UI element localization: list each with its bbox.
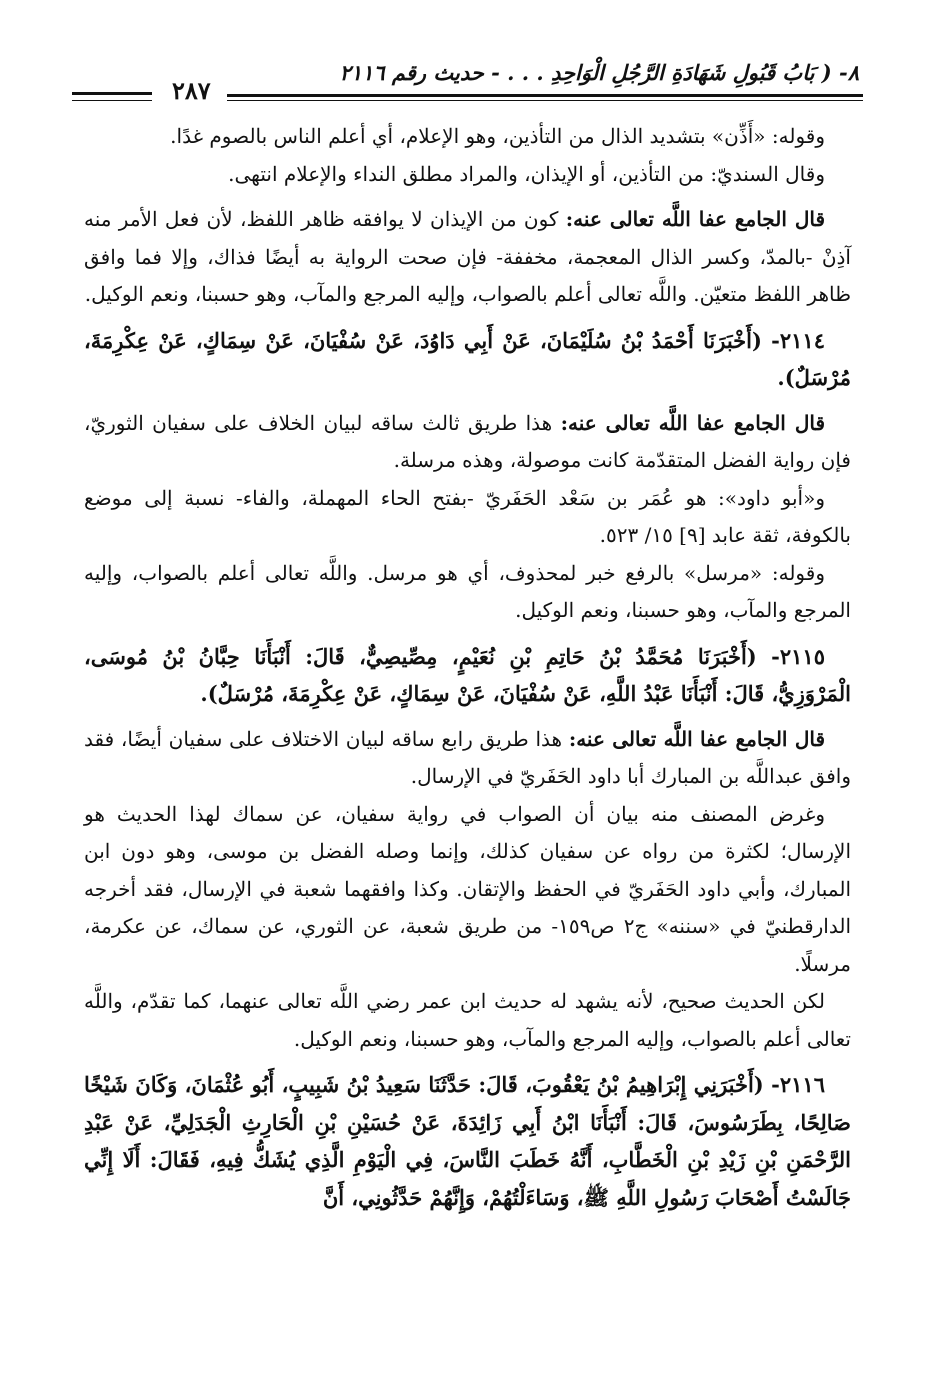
hadith-paragraph [84,322,851,397]
paragraph-text: كون من الإيذان لا يوافقه ظاهر اللفظ، لأن فعل الأمر منه آذِنْ -بالمدّ، وكسر الذال المعجمة، مخففة- فإن صحت الرواية به أيضًا فذاك، وإلا فما وافق ظاهر اللفظ متعيّن. واللَّه تعالى أعلم بالصواب، وإليه المرجع والمآب، وهو حسبنا، ونعم الوكيل. [84,207,851,306]
body-paragraph [84,796,851,984]
header-rule-thick [227,94,863,97]
body-paragraph [84,555,851,630]
paragraph-text: وغرض المصنف منه بيان أن الصواب في رواية سفيان، عن سماك لهذا الحديث هو الإرسال؛ لكثرة من رواه عن سفيان كذلك، وإنما وصله الفضل بن موسى، وهو دون ابن المبارك، وأبي داود الحَفَريّ في الحفظ والإتقان. وكذا وافقهما شعبة في الإرسال، فقد أخرجه الدارقطنيّ في «سننه» ج٢ ص١٥٩- من طريق شعبة، عن الثوري، عن سماك، عن عكرمة، مرسلًا. [84,801,852,976]
speaker-label: قال الجامع عفا اللَّه تعالى عنه: [568,726,825,751]
paragraph-text: وقوله: «أَذِّن» بتشديد الذال من التأذين، وهو الإعلام، أي أعلم الناس بالصوم غدًا. [170,124,825,148]
paragraph-text: ٢١١٤- (أَخْبَرَنَا أَحْمَدُ بْنُ سُلَيْمَانَ، عَنْ أَبِي دَاوُدَ، عَنْ سُفْيَانَ، عَنْ سِمَاكٍ، عَنْ عِكْرِمَةَ، مُرْسَلٌ). [84,327,851,390]
body-paragraph [84,405,851,480]
header-rule-thin [227,100,863,101]
speaker-label: قال الجامع عفا اللَّه تعالى عنه: [565,207,826,231]
paragraph-text: ٢١١٦- (أَخْبَرَنِي إِبْرَاهِيمُ بْنُ يَعْقُوبَ، قَالَ: حَدَّثَنَا سَعِيدُ بْنُ شَبِيبٍ، أَبُو عُثْمَانَ، وَكَانَ شَيْخًا صَالِحًا، بِطَرَسُوسَ، قَالَ: أَنْبَأَنَا ابْنُ أَبِي زَائِدَةَ، عَنْ حُسَيْنِ بْنِ الْحَارِثِ الْجَدَلِيِّ، عَنْ عَبْدِ الرَّحْمَنِ بْنِ زَيْدِ بْنِ الْخَطَّابِ، أَنَّهُ خَطَبَ النَّاسَ، فِي الْيَوْمِ الَّذِي يُشَكُّ فِيهِ، فَقَالَ: أَلَا إِنِّي جَالَسْتُ أَصْحَابَ رَسُولِ اللَّهِ ﷺ، وَسَاءَلْتُهُمْ، وَإِنَّهُمْ حَدَّثُونِي، أَنَّ [84,1072,851,1210]
paragraph-text: ٢١١٥- (أَخْبَرَنَا مُحَمَّدُ بْنُ حَاتِمِ بْنِ نُعَيْمٍ، مِصِّيصِيٌّ، قَالَ: أَنْبَأَنَا حِبَّانُ بْنُ مُوسَى، الْمَرْوَزِيُّ، قَالَ: أَنْبَأَنَا عَبْدُ اللَّهِ، عَنْ سُفْيَانَ، عَنْ سِمَاكٍ، عَنْ عِكْرِمَةَ، مُرْسَلٌ). [84,643,851,706]
body-paragraph [84,983,851,1058]
paragraph-text: هذا طريق رابع ساقه لبيان الاختلاف على سفيان أيضًا، فقد وافق عبداللَّه بن المبارك أبا داود الحَفَريّ في الإرسال. [84,726,851,788]
body-paragraph [84,480,851,555]
page-number: ٢٨٧ [172,76,211,105]
page-body [84,118,851,1216]
paragraph-text: و«أبو داود»: هو عُمَر بن سَعْد الحَفَريّ -بفتح الحاء المهملة، والفاء- نسبة إلى موضع بالكوفة، ثقة عابد [٩] ١٥/ ٥٢٣. [84,485,851,547]
page-header [72,52,863,105]
body-paragraph [84,156,851,194]
paragraph-text: وقال السنديّ: من التأذين، أو الإيذان، والمراد مطلق النداء والإعلام انتهى. [228,161,825,186]
speaker-label: قال الجامع عفا اللَّه تعالى عنه: [560,410,826,435]
paragraph-text: وقوله: «مرسل» بالرفع خبر لمحذوف، أي هو مرسل. واللَّه تعالى أعلم بالصواب، وإليه المرجع والمآب، وهو حسبنا، ونعم الوكيل. [84,560,851,622]
body-paragraph [84,201,851,314]
page-number-rule-thin [72,100,152,101]
paragraph-text: هذا طريق ثالث ساقه لبيان الخلاف على سفيان الثوريّ، فإن رواية الفضل المتقدّمة كانت موصولة، وهذه مرسلة. [84,410,851,472]
running-title: ٨- ( بَابُ قَبُولِ شَهَادَةِ الرَّجُلِ الْوَاحِدِ . . . - حديث رقم ٢١١٦ [339,60,859,85]
hadith-paragraph [84,1066,851,1216]
page-number-rules [72,92,152,101]
body-paragraph [84,118,851,156]
hadith-paragraph [84,638,851,713]
body-paragraph [84,721,851,796]
paragraph-text: لكن الحديث صحيح، لأنه يشهد له حديث ابن عمر رضي اللَّه تعالى عنهما، كما تقدّم، واللَّه تعالى أعلم بالصواب، وإليه المرجع والمآب، وهو حسبنا، ونعم الوكيل. [84,989,851,1051]
page-number-rule-thick [72,92,152,95]
